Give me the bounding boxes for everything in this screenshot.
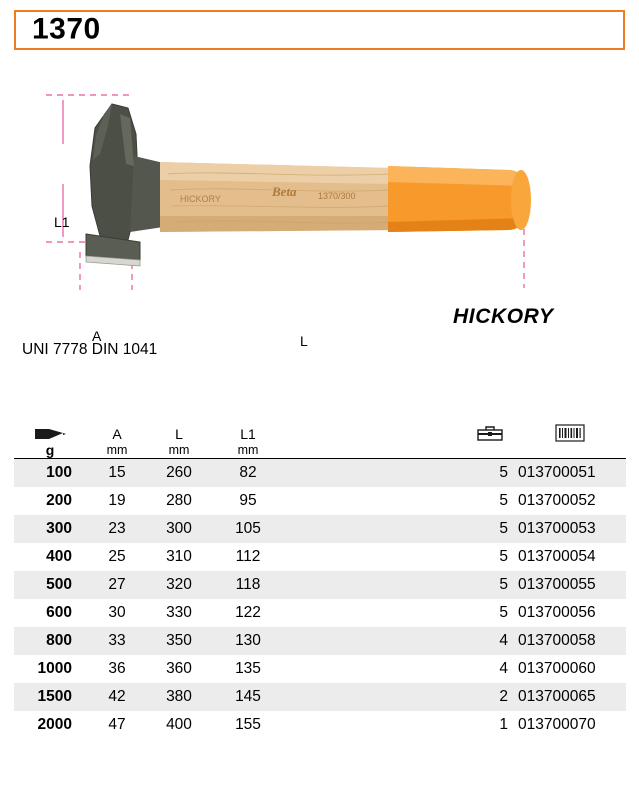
table-row — [14, 627, 626, 655]
barcode-icon — [514, 424, 626, 442]
cell-l: 350 — [148, 627, 210, 655]
cell-spacer — [286, 599, 466, 627]
cell-code: 013700060 — [518, 660, 596, 677]
table-row — [14, 599, 626, 627]
product-code-header — [14, 10, 625, 50]
cell-l: 360 — [166, 660, 192, 677]
cell-spacer — [286, 711, 466, 739]
cell-pack: 5 — [466, 515, 514, 543]
table-row — [14, 711, 626, 739]
cell-l: 300 — [148, 515, 210, 543]
cell-weight: 2000 — [37, 716, 72, 733]
cell-weight: 1000 — [37, 660, 72, 677]
dimension-label-l1: L1 — [54, 214, 70, 230]
cell-spacer — [286, 543, 466, 571]
cell-l1: 105 — [210, 515, 286, 543]
cell-l1: 155 — [235, 716, 261, 733]
specification-table — [14, 424, 626, 739]
cell-pack: 5 — [499, 548, 508, 565]
cell-pack: 2 — [466, 683, 514, 711]
cell-weight: 300 — [14, 515, 86, 543]
cell-spacer — [286, 571, 466, 599]
cell-pack: 5 — [466, 459, 514, 488]
cell-pack: 4 — [499, 660, 508, 677]
cell-l: 310 — [166, 548, 192, 565]
cell-spacer — [286, 459, 466, 488]
unit-l1: mm — [210, 442, 286, 459]
cell-weight: 600 — [46, 604, 72, 621]
cell-l1: 112 — [235, 548, 261, 565]
cell-weight: 1500 — [14, 683, 86, 711]
page-title: 1370 — [32, 12, 101, 46]
cell-l: 260 — [148, 459, 210, 488]
cell-code: 013700052 — [518, 492, 596, 509]
cell-l: 330 — [166, 604, 192, 621]
hammer-grip — [388, 166, 531, 232]
cell-pack: 1 — [499, 716, 508, 733]
standard-label: UNI 7778 DIN 1041 — [22, 341, 158, 358]
table-header-row — [14, 424, 626, 442]
cell-l: 380 — [148, 683, 210, 711]
unit-l: mm — [148, 442, 210, 459]
dimension-label-l: L — [300, 333, 308, 349]
cell-l: 320 — [148, 571, 210, 599]
cell-l1: 95 — [239, 492, 257, 509]
cell-code: 013700054 — [518, 548, 596, 565]
table-row — [14, 655, 626, 683]
cell-weight: 500 — [14, 571, 86, 599]
cell-a: 47 — [108, 716, 126, 733]
cell-a: 27 — [86, 571, 148, 599]
cell-l1: 82 — [210, 459, 286, 488]
cell-code: 013700058 — [514, 627, 626, 655]
handle-model-stamp: 1370/300 — [318, 191, 356, 201]
cell-pack: 5 — [499, 492, 508, 509]
cell-pack: 5 — [466, 571, 514, 599]
cell-spacer — [286, 683, 466, 711]
unit-weight: g — [14, 442, 86, 459]
cell-l1: 118 — [210, 571, 286, 599]
table-row — [14, 571, 626, 599]
cell-weight: 200 — [46, 492, 72, 509]
cell-l1: 130 — [210, 627, 286, 655]
cell-weight: 100 — [14, 459, 86, 488]
hammer-head — [86, 104, 170, 266]
cell-weight: 800 — [14, 627, 86, 655]
table-row — [14, 487, 626, 515]
cell-code: 013700055 — [514, 571, 626, 599]
cell-weight: 400 — [46, 548, 72, 565]
cell-code: 013700056 — [518, 604, 596, 621]
table-row — [14, 683, 626, 711]
cell-a: 30 — [108, 604, 126, 621]
unit-pack — [466, 442, 514, 459]
hammer-handle — [160, 162, 392, 232]
cell-code: 013700065 — [514, 683, 626, 711]
cell-a: 23 — [86, 515, 148, 543]
handle-wood-stamp: HICKORY — [180, 194, 221, 204]
column-header-a: A — [112, 426, 122, 442]
toolbox-icon — [466, 424, 514, 442]
hammer-head-icon — [14, 424, 86, 442]
cell-l: 400 — [166, 716, 192, 733]
column-header-l: L — [175, 426, 183, 442]
cell-l1: 145 — [210, 683, 286, 711]
unit-code — [514, 442, 626, 459]
cell-l1: 122 — [235, 604, 261, 621]
cell-a: 36 — [108, 660, 126, 677]
cell-code: 013700070 — [518, 716, 596, 733]
column-header-spacer — [286, 424, 466, 442]
cell-pack: 4 — [466, 627, 514, 655]
cell-spacer — [286, 487, 466, 515]
cell-a: 15 — [86, 459, 148, 488]
column-header-l1: L1 — [240, 426, 256, 442]
cell-code: 013700051 — [514, 459, 626, 488]
cell-spacer — [286, 655, 466, 683]
cell-a: 42 — [86, 683, 148, 711]
cell-code: 013700053 — [514, 515, 626, 543]
table-row — [14, 459, 626, 488]
handle-material-label: HICKORY — [453, 305, 554, 328]
cell-a: 19 — [108, 492, 126, 509]
cell-a: 25 — [108, 548, 126, 565]
cell-pack: 5 — [499, 604, 508, 621]
dimension-label-a: A — [92, 328, 102, 344]
cell-spacer — [286, 515, 466, 543]
table-row — [14, 543, 626, 571]
cell-a: 33 — [86, 627, 148, 655]
cell-spacer — [286, 627, 466, 655]
unit-spacer — [286, 442, 466, 459]
table-body — [14, 459, 626, 740]
table-row — [14, 515, 626, 543]
unit-a: mm — [86, 442, 148, 459]
cell-l1: 135 — [235, 660, 261, 677]
cell-l: 280 — [166, 492, 192, 509]
handle-brand-stamp: Beta — [272, 184, 297, 199]
table-units-row — [14, 442, 626, 459]
